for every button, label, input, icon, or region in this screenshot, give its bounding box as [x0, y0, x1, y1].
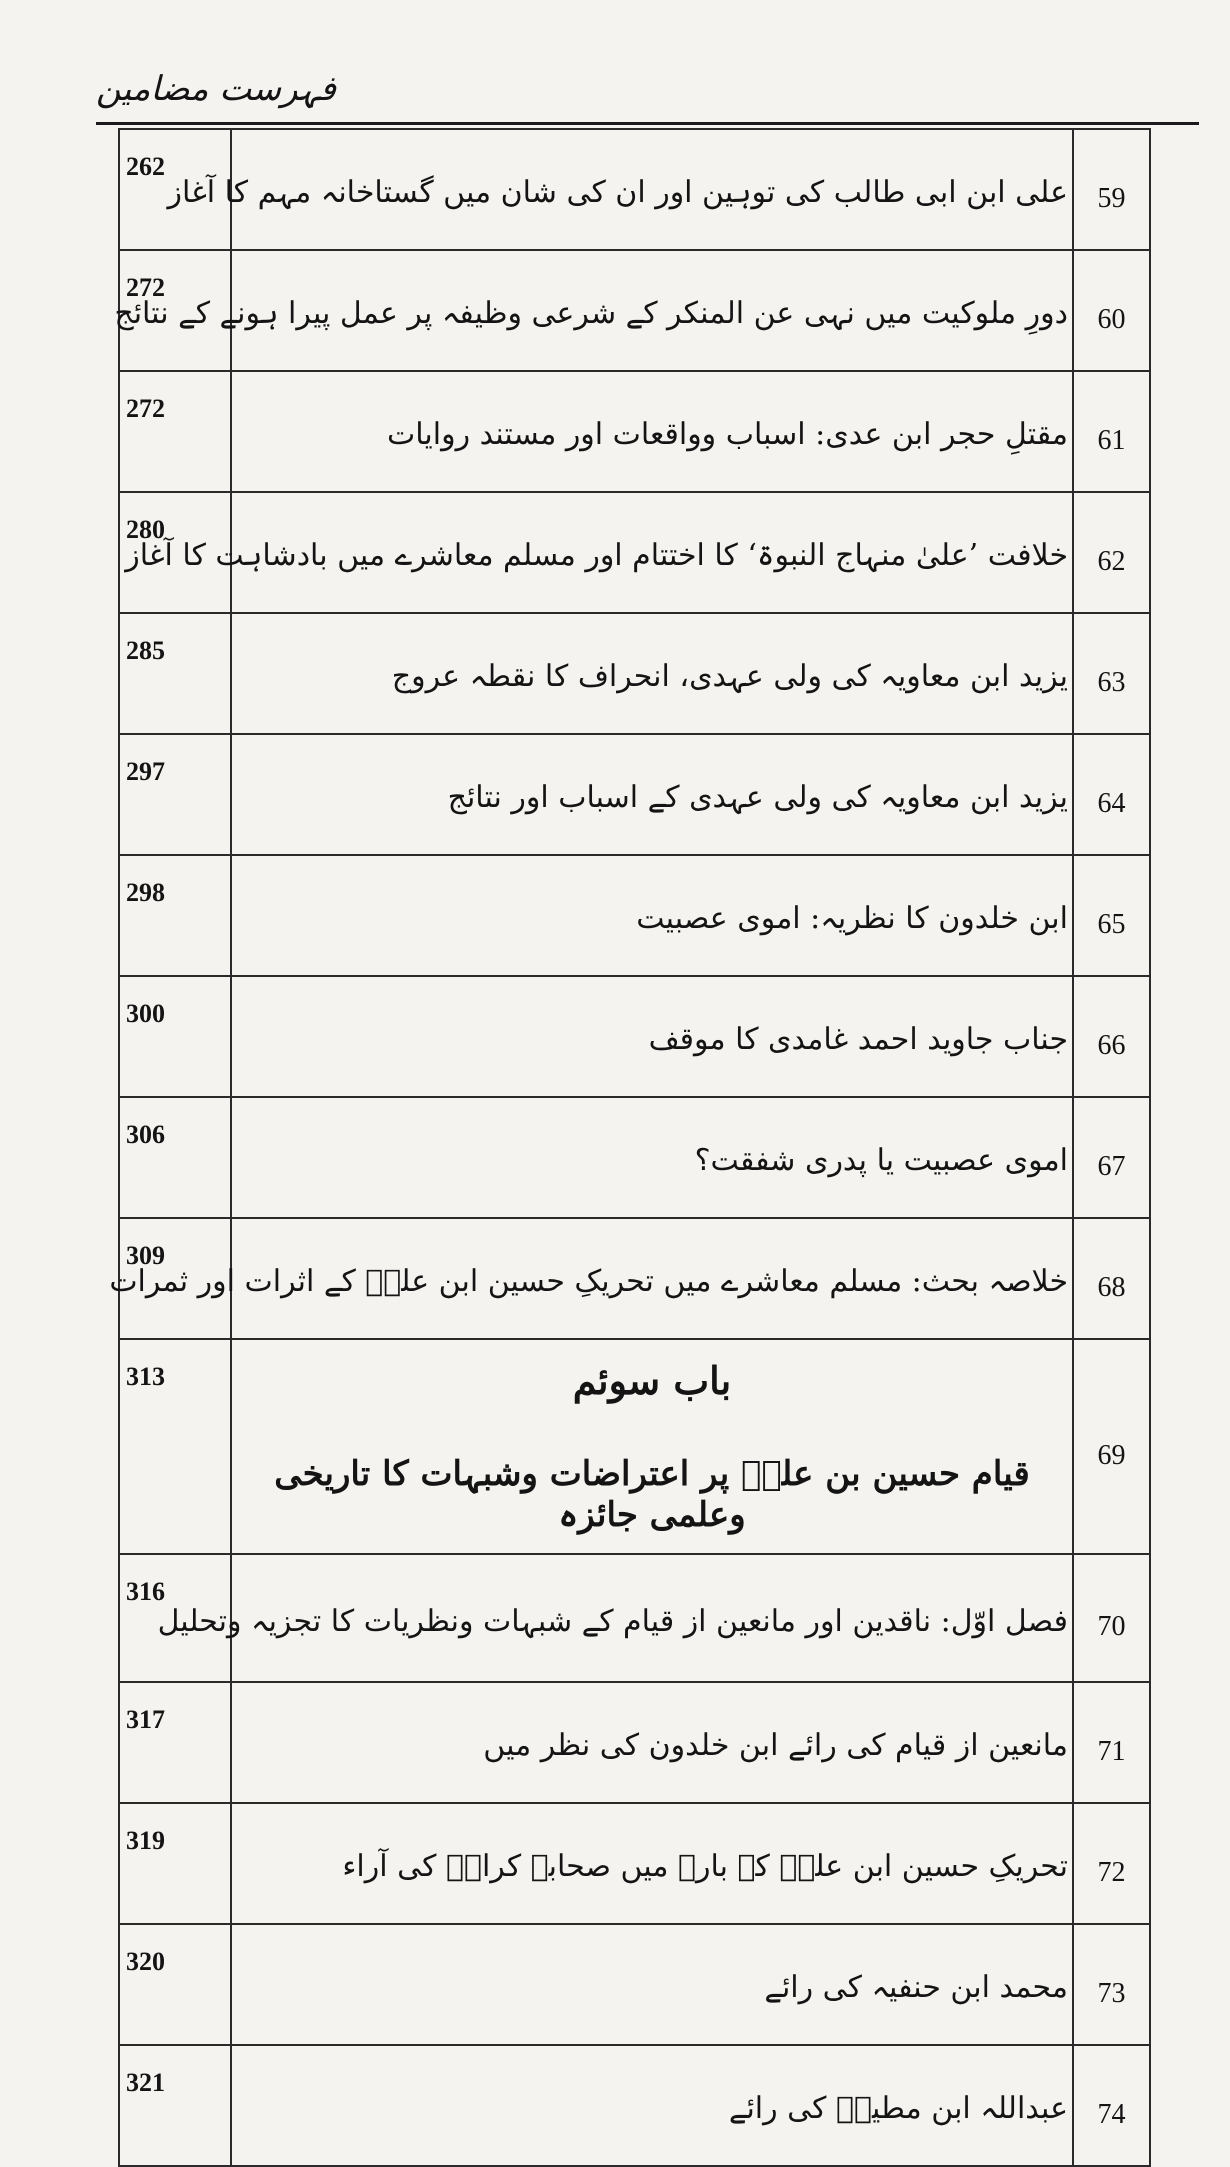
page-number: 313 — [119, 1339, 231, 1554]
page-number: 272 — [119, 250, 231, 371]
page-number: 309 — [119, 1218, 231, 1339]
table-row — [119, 855, 1150, 976]
entry-title: یزید ابن معاویہ کی ولی عہدی، انحراف کا نقطہ عروج — [231, 613, 1073, 734]
entry-title: یزید ابن معاویہ کی ولی عہدی کے اسباب اور نتائج — [231, 734, 1073, 855]
entry-title: دورِ ملوکیت میں نہی عن المنکر کے شرعی وظیفہ پر عمل پیرا ہونے کے نتائج — [231, 250, 1073, 371]
entry-title: ابن خلدون کا نظریہ: اموی عصبیت — [231, 855, 1073, 976]
entry-number: 66 — [1073, 976, 1150, 1097]
table-row — [119, 250, 1150, 371]
page-number: 285 — [119, 613, 231, 734]
entry-title: جناب جاوید احمد غامدی کا موقف — [231, 976, 1073, 1097]
entry-number: 63 — [1073, 613, 1150, 734]
entry-title: عبداللہ ابن مطیعؓ کی رائے — [231, 2045, 1073, 2166]
page-number: 317 — [119, 1682, 231, 1803]
entry-number: 67 — [1073, 1097, 1150, 1218]
table-row — [119, 1803, 1150, 1924]
chapter-heading: باب سوئم — [572, 1358, 732, 1403]
page-number: 316 — [119, 1554, 231, 1682]
entry-number: 61 — [1073, 371, 1150, 492]
table-row — [119, 1924, 1150, 2045]
table-row — [119, 2045, 1150, 2166]
entry-number: 65 — [1073, 855, 1150, 976]
entry-title: مقتلِ حجر ابن عدی: اسباب وواقعات اور مستند روایات — [231, 371, 1073, 492]
table-row — [119, 1554, 1150, 1682]
table-row — [119, 1097, 1150, 1218]
table-of-contents — [109, 128, 1151, 2167]
entry-number: 70 — [1073, 1554, 1150, 1682]
entry-title: خلاصہ بحث: مسلم معاشرے میں تحریکِ حسین ابن علیؓ کے اثرات اور ثمرات — [231, 1218, 1073, 1339]
entry-number: 60 — [1073, 250, 1150, 371]
header-rule — [96, 122, 1199, 125]
page-number: 306 — [119, 1097, 231, 1218]
entry-title: فصل اوّل: ناقدین اور مانعین از قیام کے شبہات ونظریات کا تجزیہ وتحلیل — [231, 1554, 1073, 1682]
entry-number: 68 — [1073, 1218, 1150, 1339]
entry-title: تحریکِ حسین ابن علیؓ کے بارے میں صحابہ کرامؓ کی آراء — [231, 1803, 1073, 1924]
entry-title: اموی عصبیت یا پدری شفقت؟ — [231, 1097, 1073, 1218]
entry-number: 62 — [1073, 492, 1150, 613]
table-row — [119, 492, 1150, 613]
running-head: فہرست مضامین — [96, 69, 337, 109]
page-number: 320 — [119, 1924, 231, 2045]
chapter-title-cell — [231, 1339, 1073, 1554]
table-row — [119, 129, 1150, 250]
entry-number: 74 — [1073, 2045, 1150, 2166]
entry-number: 59 — [1073, 129, 1150, 250]
page-number: 298 — [119, 855, 231, 976]
table-row — [119, 371, 1150, 492]
entry-number: 73 — [1073, 1924, 1150, 2045]
entry-title: مانعین از قیام کی رائے ابن خلدون کی نظر میں — [231, 1682, 1073, 1803]
chapter-row — [119, 1339, 1150, 1554]
entry-number: 69 — [1073, 1339, 1150, 1554]
page-number: 272 — [119, 371, 231, 492]
entry-title: محمد ابن حنفیہ کی رائے — [231, 1924, 1073, 2045]
table-row — [119, 976, 1150, 1097]
page-number: 300 — [119, 976, 231, 1097]
table-row — [119, 1682, 1150, 1803]
page-number: 262 — [119, 129, 231, 250]
entry-number: 71 — [1073, 1682, 1150, 1803]
page-number: 319 — [119, 1803, 231, 1924]
entry-title: علی ابن ابی طالب کی توہین اور ان کی شان میں گستاخانہ مہم کا آغاز — [231, 129, 1073, 250]
entry-number: 72 — [1073, 1803, 1150, 1924]
page-number: 297 — [119, 734, 231, 855]
page-number: 321 — [119, 2045, 231, 2166]
entry-number: 64 — [1073, 734, 1150, 855]
table-row — [119, 734, 1150, 855]
page-number: 280 — [119, 492, 231, 613]
table-row — [119, 613, 1150, 734]
chapter-subtitle: قیام حسین بن علیؓ پر اعتراضات وشبہات کا تاریخی وعلمی جائزہ — [274, 1454, 1030, 1535]
table-row — [119, 1218, 1150, 1339]
entry-title: خلافت ’علیٰ منہاج النبوۃ‘ کا اختتام اور مسلم معاشرے میں بادشاہت کا آغاز — [231, 492, 1073, 613]
